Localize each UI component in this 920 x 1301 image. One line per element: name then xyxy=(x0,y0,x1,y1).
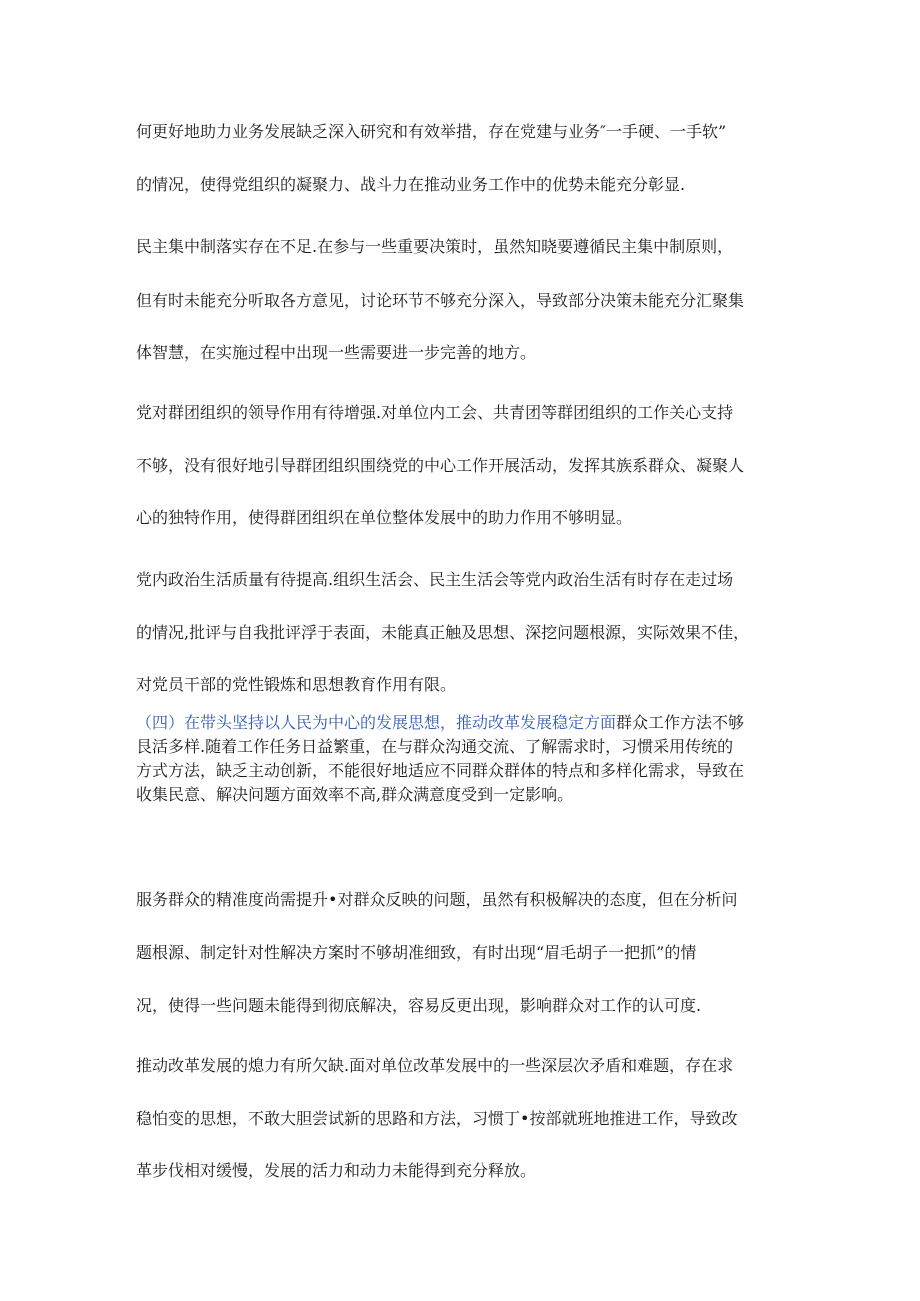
text-line: 革步伐相对缓慢，发展的活力和动力未能得到充分释放。 xyxy=(136,1161,537,1180)
text-line: 党对群团组织的领导作用有待增强.对单位内工会、共青团等群团组织的工作关心支持 xyxy=(136,403,734,422)
text-line: 不够，没有很好地引导群团组织围绕党的中心工作开展活动，发挥其族系群众、凝聚人 xyxy=(136,456,745,475)
text-line: 稳怕变的思想，不敢大胆尝试新的思路和方法，习惯丁•按部就班地推进工作，导致改 xyxy=(136,1109,738,1128)
text-line: 方式方法，缺乏主动创新，不能很好地适应不同群众群体的特点和多样化需求，导致在 xyxy=(136,761,745,780)
text-line: 何更好地助力业务发展缺乏深入研究和有效举措，存在党建与业务″一手硬、一手软” xyxy=(136,122,727,141)
text-line: 艮活多样.随着工作任务日益繁重，在与群众沟通交流、了解需求时，习惯采用传统的 xyxy=(136,737,734,756)
text-line: 对党员干部的党性锻炼和思想教育作用有限。 xyxy=(136,675,457,694)
text-line: 民主集中制落实存在不足.在参与一些重要决策时，虽然知晓要遵循民主集中制原则， xyxy=(136,237,734,256)
text-line: 的情况,批评与自我批评浮于表面，未能真正触及思想、深挖问题根源，实际效果不佳， xyxy=(136,623,750,642)
text-line xyxy=(136,712,744,734)
text-span: 群众工作方法不够 xyxy=(616,713,745,732)
text-line: 推动改革发展的熄力有所欠缺.面对单位改革发展中的一些深层次矛盾和难题，存在求 xyxy=(136,1056,734,1075)
text-line: 体智慧，在实施过程中出现一些需要进一步完善的地方。 xyxy=(136,343,537,362)
text-line: 但有时未能充分听取各方意见，讨论环节不够充分深入，导致部分决策未能充分汇聚集 xyxy=(136,291,745,310)
text-line: 况，使得一些问题未能得到彻底解决，容易反更出现，影响群众对工作的认可度. xyxy=(136,996,702,1015)
text-line: 服务群众的精准度尚需提升•对群众反映的问题，虽然有积极解决的态度，但在分析问 xyxy=(136,890,738,909)
text-line: 收集民意、解决问题方面效率不高,群众满意度受到一定影响。 xyxy=(136,785,574,804)
text-line: 心的独特作用，使得群团组织在单位整体发展中的助力作用不够明显。 xyxy=(136,508,633,527)
text-line: 题根源、制定针对性解决方案时不够胡准细致，有时出现“眉毛胡子一把抓”的情 xyxy=(136,943,697,962)
section-heading: （四）在带头坚持以人民为中心的发展思想，推动改革发展稳定方面 xyxy=(136,713,617,732)
text-line: 的情况，使得党组织的凝聚力、战斗力在推动业务工作中的优势未能充分彰显. xyxy=(136,175,686,194)
text-line: 党内政治生活质量有待提高.组织生活会、民主生活会等党内政治生活有时存在走过场 xyxy=(136,570,734,589)
